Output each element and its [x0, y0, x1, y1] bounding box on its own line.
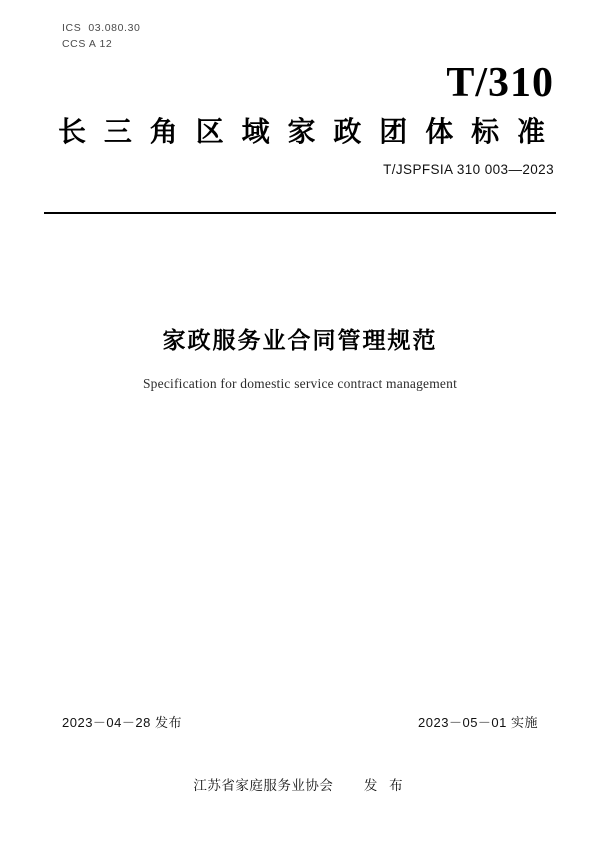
ccs-code: CCS A 12 [62, 38, 113, 51]
publisher-action: 发 布 [363, 778, 407, 793]
release-date: 2023－04－28 发布 [62, 715, 182, 730]
date-row [62, 712, 538, 731]
standard-number: T/JSPFSIA 310 003—2023 [383, 162, 554, 177]
series-mark: T/310 [446, 60, 554, 106]
publisher-line [0, 774, 600, 794]
ics-code: ICS 03.080.30 [62, 22, 141, 34]
effective-date: 2023－05－01 实施 [418, 715, 538, 730]
classification-codes [62, 20, 140, 53]
document-title-cn: 家政服务业合同管理规范 [162, 327, 438, 353]
document-title-en: Specification for domestic service contract management [142, 376, 458, 391]
banner-title: 长三角区域家政团体标准 [58, 116, 554, 147]
header-divider [44, 212, 556, 214]
publisher-name: 江苏省家庭服务业协会 [193, 778, 334, 793]
